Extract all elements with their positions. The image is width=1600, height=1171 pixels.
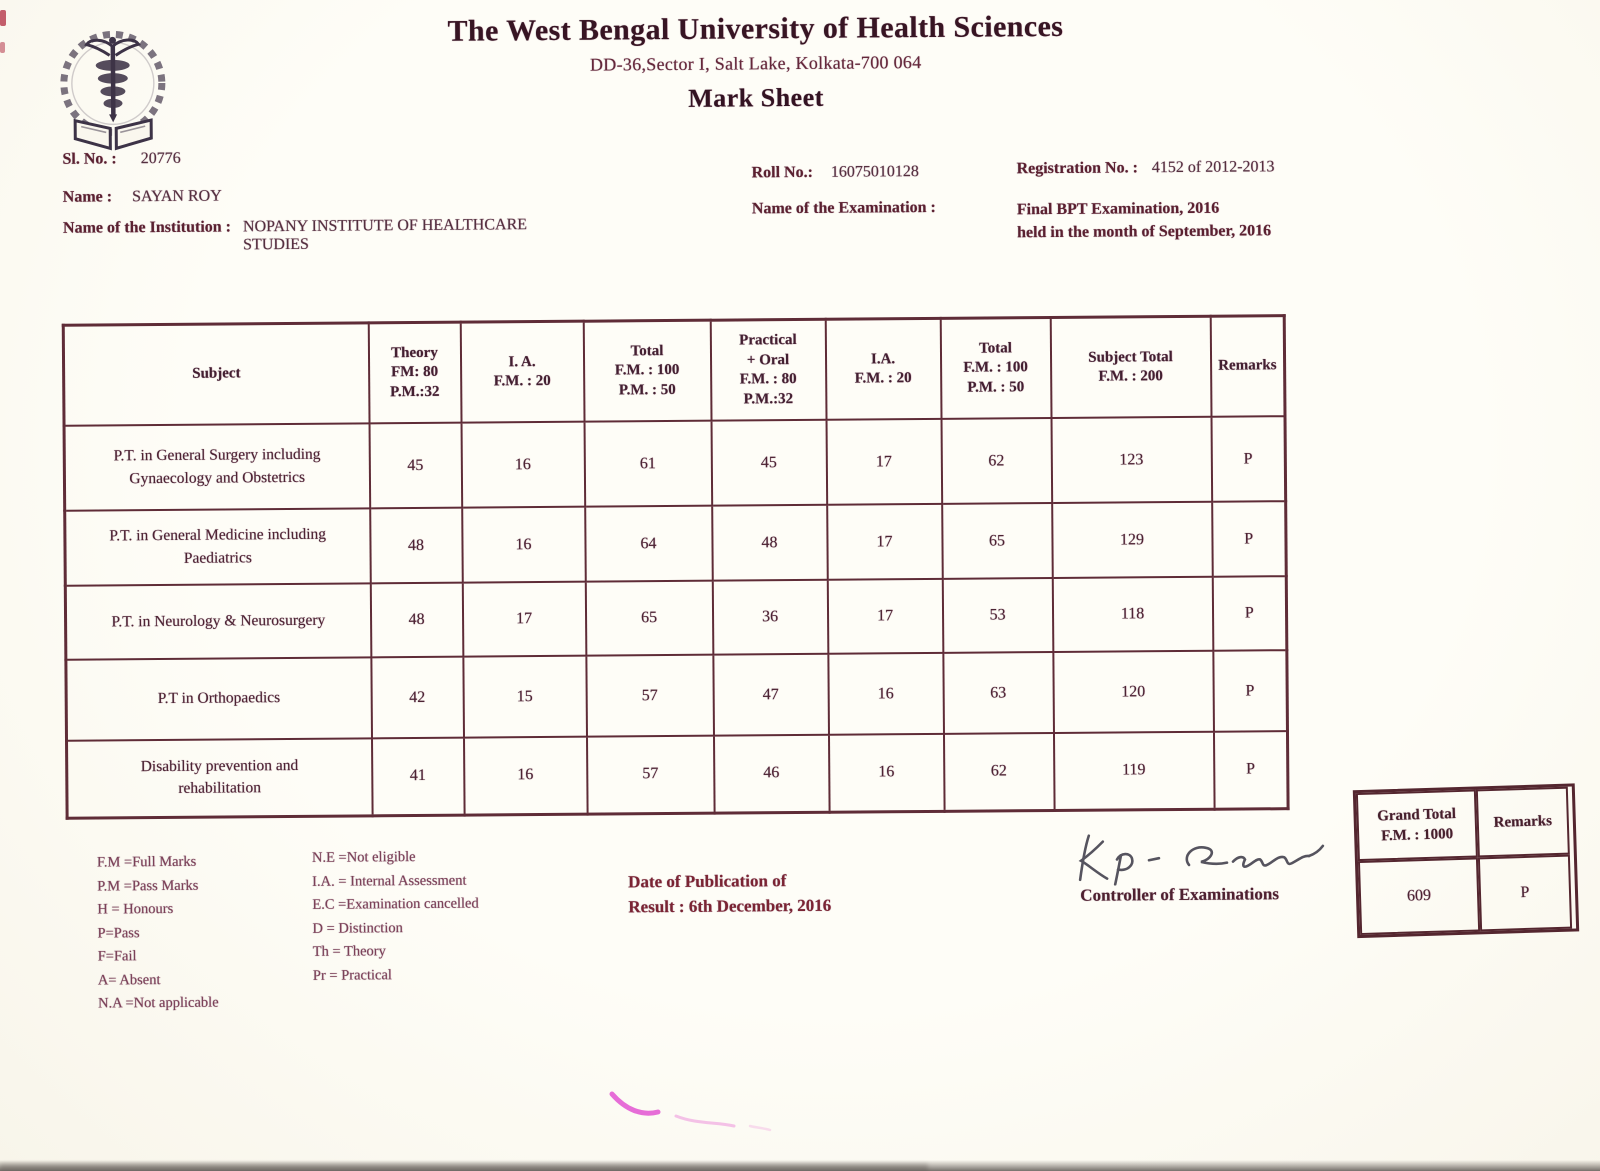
registration-number-label: Registration No. : [1016, 159, 1138, 178]
col-header-ia-practical: I.A. F.M. : 20 [825, 318, 941, 419]
student-name-label: Name : [62, 188, 113, 206]
legend-item: F=Fail [97, 948, 137, 965]
table-row [65, 576, 1287, 660]
table-row [66, 650, 1288, 741]
mark-cell: 61 [584, 421, 712, 507]
mark-cell: 15 [463, 656, 587, 738]
mark-cell: 53 [942, 578, 1053, 653]
document-title: Mark Sheet [688, 82, 824, 113]
mark-cell: 16 [462, 507, 586, 583]
mark-cell: 57 [586, 655, 714, 737]
roll-number-value: 16075010128 [830, 163, 919, 181]
scan-edge-mark [0, 42, 5, 53]
subject-cell: P.T. in Neurology & Neurosurgery [65, 583, 371, 659]
mark-cell: 64 [585, 506, 713, 582]
legend-item: I.A. = Internal Assessment [312, 872, 467, 890]
marks-table [62, 314, 1290, 819]
legend-item: E.C =Examination cancelled [312, 895, 479, 913]
legend-item: H = Honours [97, 900, 174, 918]
legend-item: N.E =Not eligible [311, 849, 416, 866]
remarks-cell: P [1211, 416, 1286, 502]
col-header-ia-theory: I. A. F.M. : 20 [460, 321, 584, 422]
mark-cell: 16 [461, 422, 585, 508]
examination-label: Name of the Examination : [751, 198, 936, 218]
remarks-cell: P [1212, 576, 1287, 651]
serial-number-label: Sl. No. : [62, 150, 117, 168]
mark-cell: 119 [1053, 732, 1214, 810]
mark-cell: 120 [1053, 651, 1214, 733]
remarks-cell: P [1213, 650, 1288, 732]
university-name: The West Bengal University of Health Sciences [447, 9, 1064, 48]
mark-cell: 118 [1052, 577, 1213, 652]
roll-number-row [752, 163, 919, 182]
mark-cell: 48 [370, 508, 463, 584]
mark-cell: 45 [711, 420, 827, 506]
mark-cell: 42 [371, 657, 464, 739]
legend-item: P=Pass [97, 924, 140, 942]
table-row [65, 501, 1287, 586]
mark-cell: 17 [827, 504, 943, 580]
serial-number-row [62, 150, 180, 169]
mark-cell: 17 [462, 582, 586, 657]
legend-item: Th = Theory [312, 943, 386, 960]
student-name-row [63, 188, 222, 207]
col-header-theory: Theory FM: 80 P.M.:32 [368, 322, 461, 423]
roll-number-label: Roll No.: [751, 163, 813, 182]
mark-cell: 47 [713, 654, 829, 736]
mark-cell: 123 [1051, 417, 1212, 503]
mark-cell: 16 [828, 734, 944, 812]
table-header-row [63, 316, 1285, 426]
mark-cell: 63 [943, 652, 1054, 734]
header [35, 7, 1476, 119]
mark-cell: 62 [941, 418, 1052, 504]
examination-value [1017, 196, 1271, 244]
col-header-total-theory: Total F.M. : 100 P.M. : 50 [583, 320, 711, 421]
remarks-cell: P [1212, 501, 1287, 577]
legend-item: P.M =Pass Marks [97, 877, 199, 895]
col-header-remarks: Remarks [1210, 316, 1285, 417]
mark-cell: 129 [1052, 502, 1213, 578]
subject-cell: P.T. in General Surgery including Gynaecology and Obstetrics [64, 423, 370, 510]
mark-cell: 17 [826, 419, 942, 505]
mark-cell: 65 [585, 581, 713, 656]
mark-cell: 65 [942, 503, 1053, 579]
mark-cell: 45 [369, 423, 462, 509]
controller-title: Controller of Examinations [1080, 884, 1279, 905]
registration-number-value: 4152 of 2012-2013 [1151, 158, 1275, 177]
subject-cell: P.T. in General Medicine including Paediatrics [65, 508, 371, 585]
institution-value: NOPANY INSTITUTE OF HEALTHCARE STUDIES [242, 216, 528, 254]
grand-total-remarks-value: P [1478, 855, 1572, 932]
mark-cell: 41 [372, 738, 465, 816]
grand-total-remarks-label: Remarks [1476, 787, 1570, 858]
student-name-value: SAYAN ROY [131, 187, 222, 206]
institution-row [63, 215, 683, 256]
publication-date-line1: Date of Publication of [628, 871, 787, 892]
legend-item: F.M =Full Marks [96, 853, 197, 871]
mark-cell: 62 [943, 733, 1054, 811]
publication-date [628, 868, 831, 920]
subject-cell: Disability prevention and rehabilitation [67, 738, 373, 817]
legend-left-column [97, 851, 219, 1016]
university-address: DD-36,Sector I, Salt Lake, Kolkata-700 064 [589, 52, 922, 75]
col-header-practical-oral: Practical + Oral F.M. : 80 P.M.:32 [710, 319, 826, 420]
mark-cell: 46 [713, 735, 829, 813]
col-header-subject-total: Subject Total F.M. : 200 [1050, 316, 1211, 418]
mark-cell: 48 [370, 583, 463, 658]
institution-label: Name of the Institution : [62, 218, 232, 237]
scanner-bottom-edge [0, 1160, 1600, 1171]
mark-cell: 16 [464, 737, 588, 815]
col-header-total-practical: Total F.M. : 100 P.M. : 50 [940, 318, 1051, 419]
pink-ink-smudge [598, 1086, 778, 1139]
table-row [67, 731, 1289, 818]
legend-right-column [312, 846, 480, 988]
mark-cell: 48 [712, 505, 828, 581]
mark-cell: 17 [827, 579, 943, 654]
table-row [64, 416, 1286, 511]
registration-number-row [1016, 158, 1274, 178]
grand-total-label: Grand Total F.M. : 1000 [1356, 789, 1478, 861]
publication-date-line2: Result : 6th December, 2016 [628, 895, 832, 917]
subject-cell: P.T in Orthopaedics [66, 657, 372, 740]
signature-handwriting [1057, 826, 1327, 886]
mark-cell: 36 [712, 580, 828, 655]
mark-cell: 57 [586, 736, 714, 814]
examination-name-line1: Final BPT Examination, 2016 [1016, 199, 1220, 219]
legend-item: A= Absent [97, 971, 161, 989]
remarks-cell: P [1213, 731, 1288, 809]
grand-total-box [1353, 783, 1579, 938]
serial-number-value: 20776 [140, 149, 181, 168]
legend-item: N.A =Not applicable [98, 994, 219, 1012]
examination-name-line2: held in the month of September, 2016 [1016, 222, 1272, 242]
col-header-subject: Subject [63, 323, 369, 426]
grand-total-value: 609 [1358, 857, 1480, 935]
legend-item: Pr = Practical [312, 966, 392, 984]
scan-edge-mark [0, 10, 6, 26]
mark-cell: 16 [828, 653, 944, 735]
legend-item: D = Distinction [312, 919, 403, 937]
